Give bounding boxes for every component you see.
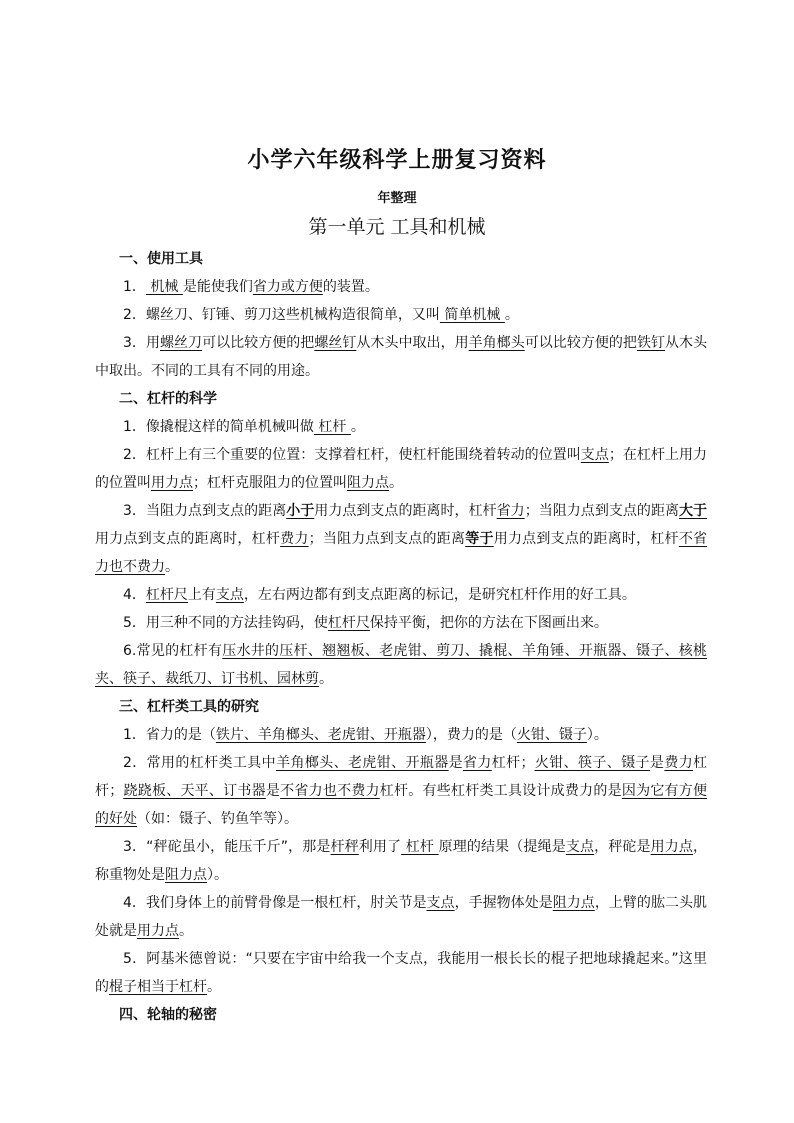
item-text: 。	[350, 419, 365, 435]
item-text: 6.常见的杠杆有	[123, 643, 223, 659]
answer-text: 省力	[462, 755, 492, 771]
answer-text: 羊角榔头、老虎钳、开瓶器	[276, 755, 449, 771]
answer-text: 铁片、羊角榔头、老虎钳、开瓶器	[215, 727, 426, 743]
list-item	[95, 273, 707, 301]
answer-text: 简单机械	[439, 307, 505, 323]
item-text: ，手握物体处是	[454, 895, 553, 911]
answer-text: 不省力也不费力	[280, 783, 380, 799]
document-title: 小学六年级科学上册复习资料	[247, 148, 547, 173]
list-item	[95, 497, 707, 581]
item-text: 利用了	[358, 839, 402, 855]
item-text: 3．“秤砣虽小，能压千斤”，那是	[123, 839, 331, 855]
item-text: 。	[207, 979, 221, 995]
answer-text: 羊角榔头	[468, 335, 525, 351]
answer-text: 机械	[145, 279, 183, 295]
item-text: 4．	[123, 587, 146, 603]
item-text: ；当阻力点到支点的距离	[524, 503, 679, 519]
item-text: 可以比较方便的把	[202, 335, 315, 351]
item-text: ，秤砣是	[594, 839, 651, 855]
item-text: 用力点到支点的距离时，杠杆	[95, 531, 281, 547]
answer-text: 支点	[215, 587, 244, 603]
section-heading: 一、使用工具	[119, 251, 203, 267]
item-text: 1．像撬棍这样的简单机械叫做	[123, 419, 314, 435]
answer-text: 用力点	[137, 923, 179, 939]
item-text: ），费力的是（	[425, 727, 517, 743]
list-item	[95, 413, 707, 441]
item-text: ，上臂的肱二头肌处就是	[95, 895, 708, 939]
item-text: 5．阿基米德曾说：“只要在宇宙中给我一个支点，我能用一根长长的棍子把地球撬起来。”这里的	[95, 951, 707, 995]
answer-text: 螺丝刀	[160, 335, 203, 351]
answer-text: 不省力也不费力	[95, 531, 708, 575]
answer-text: 螺丝钉	[314, 335, 357, 351]
list-item	[95, 637, 707, 693]
section-heading: 三、杠杆类工具的研究	[119, 699, 259, 715]
item-text: 是	[448, 755, 463, 771]
item-text: 4．我们身体上的前臂骨像是一根杠杆，肘关节是	[123, 895, 427, 911]
item-text: ；杠杆克服阻力的位置叫	[193, 475, 347, 491]
item-text: 从木头中取出。不同的工具有不同的用途。	[95, 335, 708, 379]
answer-text: 费力	[280, 531, 309, 547]
item-text: （如：镊子、钓鱼竿等）。	[137, 811, 298, 827]
list-item	[95, 301, 707, 329]
item-text: 杠杆；	[95, 755, 708, 799]
answer-text: 阻力点	[165, 867, 207, 883]
item-text: 。	[504, 307, 519, 323]
answer-text: 支点	[565, 839, 595, 855]
list-item	[95, 945, 707, 1001]
answer-text: 省力	[496, 503, 525, 519]
item-text: 3．当阻力点到支点的距离	[123, 503, 287, 519]
answer-text: 用力点	[151, 475, 193, 491]
section-heading: 四、轮轴的秘密	[119, 1007, 217, 1023]
item-text: 可以比较方便的把	[524, 335, 637, 351]
answer-text: 火钳、筷子、镊子	[534, 755, 650, 771]
item-text: 是能使我们	[182, 279, 253, 295]
item-text: ）。	[207, 867, 228, 883]
answer-text: 杠杆尺	[145, 587, 188, 603]
list-item	[95, 609, 707, 637]
item-text: 从木头中取出，用	[356, 335, 469, 351]
answer-text: 大于	[679, 503, 708, 519]
item-text: 用力点到支点的距离时，杠杆	[314, 503, 497, 519]
answer-text: 跷跷板、天平、订书器	[123, 783, 266, 799]
answer-text: 阻力点	[347, 475, 389, 491]
list-item	[95, 581, 707, 609]
item-text: 杠杆；	[491, 755, 535, 771]
list-item	[95, 833, 707, 889]
item-text: ，称重物处是	[95, 839, 708, 883]
item-text: 原理的结果（提绳是	[438, 839, 566, 855]
document-subtitle: 年整理	[377, 191, 417, 206]
item-text: 2．螺丝刀、钉锤、剪刀这些机械构造很简单，又叫	[123, 307, 440, 323]
answer-text: 火钳、镊子	[516, 727, 587, 743]
list-item	[95, 441, 707, 497]
list-item	[95, 721, 707, 749]
answer-text: 杆秤	[330, 839, 359, 855]
item-text: 是	[649, 755, 665, 771]
item-text: 。	[389, 475, 403, 491]
item-text: ；在杠杆上用力的位置叫	[95, 447, 708, 491]
item-text: 是	[265, 783, 281, 799]
item-text: 的装置。	[322, 279, 379, 295]
item-text: ）。	[586, 727, 608, 743]
item-text: 2．杠杆上有三个重要的位置：支撑着杠杆，使杠杆能围绕着转动的位置叫	[123, 447, 581, 463]
answer-text: 棍子相当于杠杆	[109, 979, 207, 995]
answer-text: 支点	[580, 447, 609, 463]
answer-text: 因为它有方便的好处	[95, 783, 708, 827]
item-text: 3．用	[123, 335, 160, 351]
answer-text: 费力	[664, 755, 694, 771]
answer-text: 铁钉	[636, 335, 666, 351]
unit-title: 第一单元 工具和机械	[308, 216, 486, 238]
answer-text: 小于	[286, 503, 315, 519]
item-text: 1．省力的是（	[123, 727, 216, 743]
item-text: 。	[165, 559, 179, 575]
list-item	[95, 889, 707, 945]
answer-text: 杠杆尺	[327, 615, 370, 631]
list-item	[95, 329, 707, 385]
answer-text: 用力点	[650, 839, 694, 855]
item-text: 杠杆。有些杠杆类工具设计成费力的是	[379, 783, 622, 799]
answer-text: 杠杆	[401, 839, 439, 855]
answer-text: 支点	[426, 895, 455, 911]
item-text: 保持平衡，把你的方法在下图画出来。	[369, 615, 608, 631]
item-text: 。	[179, 923, 193, 939]
item-text: 上有	[187, 587, 216, 603]
item-text: 。	[319, 671, 333, 687]
item-text: 2．常用的杠杆类工具中	[123, 755, 277, 771]
item-text: 5．用三种不同的方法挂钩码，使	[123, 615, 328, 631]
answer-text: 省力或方便	[252, 279, 323, 295]
section-heading: 二、杠杆的科学	[119, 391, 217, 407]
item-text: ，左右两边都有到支点距离的标记，是研究杠杆作用的好工具。	[243, 587, 636, 603]
item-text: ；当阻力点到支点的距离	[308, 531, 466, 547]
item-text: 1．	[123, 279, 146, 295]
list-item	[95, 749, 707, 833]
answer-text: 压水井的压杆、翘翘板、老虎钳、剪刀、撬棍、羊角锤、开瓶器、镊子、核桃夹、筷子、裁纸刀、订书机、园林剪	[95, 643, 708, 687]
item-text: 用力点到支点的距离时，杠杆	[493, 531, 679, 547]
document-body	[95, 245, 707, 1029]
answer-text: 阻力点	[552, 895, 595, 911]
answer-text: 杠杆	[313, 419, 351, 435]
answer-text: 等于	[465, 531, 494, 547]
